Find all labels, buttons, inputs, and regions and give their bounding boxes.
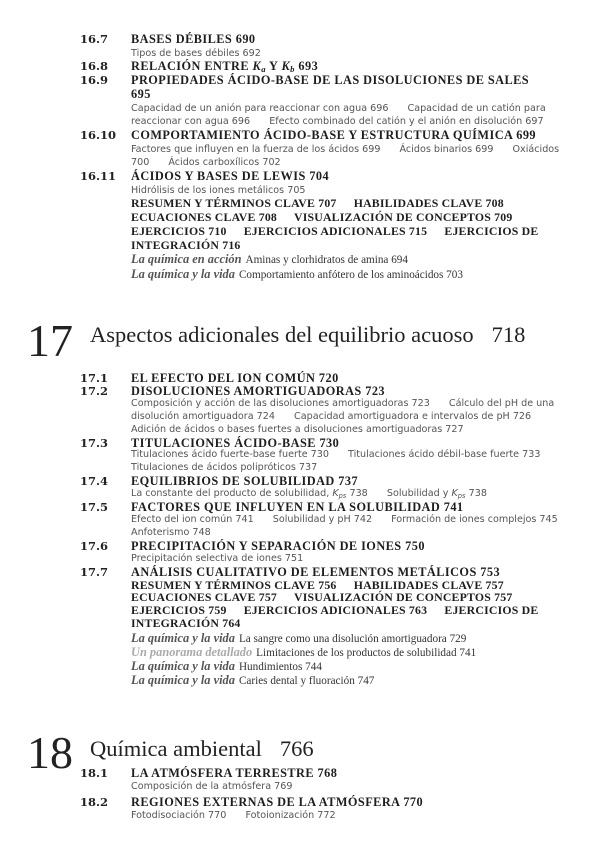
text-run: Precipitación selectiva de iones 751 [131,552,304,564]
feature-label: La química y la vida [131,658,235,673]
variable-symbol: K [451,488,458,500]
text-run: Capacidad amortiguadora e intervalos de pH 726 [294,410,532,422]
subtopic-item[interactable] [387,488,487,499]
toc-section[interactable] [0,540,600,566]
chapter-title: Química ambiental [90,736,262,761]
variable-symbol: K [332,488,339,500]
text-run: Anfoterismo 748 [131,526,211,538]
section-title[interactable] [131,795,551,809]
toc-section[interactable] [0,566,600,579]
end-matter-item[interactable]: RESUMEN Y TÉRMINOS CLAVE 707 [131,196,337,211]
subtopic-item[interactable] [245,810,335,821]
text-run: Capacidad de un catión para reaccionar con agua 696 [131,102,546,128]
subtopic-item[interactable] [131,449,329,460]
text-run: Solubilidad y [386,488,452,500]
feature-box-entry[interactable] [131,268,600,283]
toc-section[interactable] [0,385,600,437]
text-run: Ácidos carboxílicos 702 [168,157,281,169]
text-run: Titulaciones ácido fuerte-base fuerte 730 [131,449,329,461]
subtopic-item[interactable] [400,144,494,155]
subtopic-item[interactable] [273,514,372,525]
text-run: 738 [346,488,368,500]
section-number: 17.4 [80,474,109,489]
text-run: Composición de la atmósfera 769 [131,781,293,793]
feature-label: La química y la vida [131,266,235,281]
toc-section[interactable] [0,129,600,170]
subtopic-item[interactable] [131,103,388,114]
end-matter-item[interactable]: EJERCICIOS ADICIONALES 715 [243,223,428,238]
text-run: PRECIPITACIÓN Y SEPARACIÓN DE IONES 750 [131,538,425,553]
text-run: Titulaciones de ácidos polipróticos 737 [131,462,318,474]
section-number: 17.1 [80,371,109,385]
chapter-page: 766 [279,736,314,761]
feature-title: La sangre como una disolución amortiguadora 729 [238,633,467,646]
feature-box-entry[interactable] [131,660,600,674]
text-run: BASES DÉBILES 690 [131,32,256,46]
chapter-number: 18 [27,727,73,778]
subtopic-item[interactable] [131,553,303,564]
section-number: 17.6 [80,538,109,553]
text-run: Oxiácidos 700 [131,143,560,169]
text-run: Ácidos binarios 699 [399,143,494,155]
text-run: LA ATMÓSFERA TERRESTRE 768 [131,766,338,780]
chapter-number: 17 [27,315,73,366]
text-run: ÁCIDOS Y BASES DE LEWIS 704 [131,169,330,184]
toc-section[interactable] [0,60,600,74]
subtopics [131,780,581,794]
toc-section[interactable] [0,766,600,795]
section-number: 16.11 [80,169,117,184]
section-title[interactable] [131,33,551,47]
section-number: 16.9 [80,73,109,88]
variable-subscript: a [261,64,266,75]
text-run: Adición de ácidos o bases fuertes a disoluciones amortiguadoras 727 [131,423,464,435]
section-title[interactable] [131,385,551,398]
subtopics [131,143,581,170]
subtopics [131,47,581,61]
math-variable [332,488,346,499]
section-title[interactable] [131,437,551,450]
text-run: REGIONES EXTERNAS DE LA ATMÓSFERA 770 [131,794,424,809]
variable-subscript: ps [338,492,347,501]
section-title[interactable] [131,60,551,74]
text-run: Fotodisociación 770 [131,809,227,821]
chapter-17-boxes [131,632,600,688]
section-number: 17.3 [80,435,109,450]
end-matter-item[interactable]: ECUACIONES CLAVE 708 [131,210,278,225]
feature-box-entry[interactable] [131,632,600,646]
section-number: 18.1 [80,766,109,780]
end-matter-item[interactable]: EJERCICIOS DE INTEGRACIÓN 764 [131,603,539,631]
end-matter-item[interactable]: RESUMEN Y TÉRMINOS CLAVE 756 [131,577,337,592]
subtopic-item[interactable] [131,462,317,473]
text-run: 693 [294,59,319,74]
subtopic-item[interactable] [131,144,380,155]
variable-subscript: ps [457,492,466,501]
text-run: Efecto combinado del catión y el anión en disolución 697 [269,116,544,128]
subtopic-item[interactable] [294,411,531,422]
end-matter-item[interactable]: VISUALIZACIÓN DE CONCEPTOS 757 [293,590,513,605]
subtopic-item[interactable] [131,810,226,821]
end-matter-item[interactable]: ECUACIONES CLAVE 757 [131,590,278,605]
subtopic-item[interactable] [131,48,261,59]
section-title[interactable] [131,540,551,553]
subtopic-item[interactable] [269,116,543,127]
section-title[interactable] [131,501,551,514]
math-variable [281,59,294,73]
subtopic-item[interactable] [131,527,211,538]
text-run: 738 [465,488,487,500]
feature-title: Hundimientos 744 [238,660,322,673]
chapter-16-end-matter [131,197,581,252]
feature-title: Aminas y clorhidratos de amina 694 [245,254,408,267]
toc-section[interactable] [0,795,600,824]
chapter-16-boxes [131,253,600,282]
text-run: Fotoionización 772 [245,809,336,821]
chapter-18-sections [0,766,600,823]
end-matter-item[interactable]: VISUALIZACIÓN DE CONCEPTOS 709 [293,210,513,225]
subtopic-item[interactable] [131,514,254,525]
text-run: Efecto del ion común 741 [131,513,254,525]
text-run: ANÁLISIS CUALITATIVO DE ELEMENTOS METÁLICOS 753 [131,564,501,579]
text-run: Tipos de bases débiles 692 [131,47,261,59]
feature-title: Limitaciones de los productos de solubilidad 741 [256,647,477,660]
text-run: EL EFECTO DEL ION COMÚN 720 [131,371,339,385]
text-run: TITULACIONES ÁCIDO-BASE 730 [131,435,340,450]
subtopic-item[interactable] [391,514,558,525]
section-number: 17.7 [80,564,109,579]
subtopic-item[interactable] [131,488,368,499]
subtopic-item[interactable] [131,424,464,435]
feature-title: Comportamiento anfótero de los aminoácidos 703 [238,268,463,281]
text-run: COMPORTAMIENTO ÁCIDO-BASE Y ESTRUCTURA QUÍMICA 699 [131,127,537,142]
text-run: Formación de iones complejos 745 [391,513,558,525]
text-run: FACTORES QUE INFLUYEN EN LA SOLUBILIDAD 741 [131,500,464,515]
subtopics [131,184,581,198]
text-run: PROPIEDADES ÁCIDO-BASE DE LAS DISOLUCIONES DE SALES 695 [131,73,530,101]
subtopics [131,449,581,475]
toc-section[interactable] [0,501,600,540]
toc-section[interactable] [0,33,600,60]
text-run: Y [265,59,282,74]
section-title[interactable] [131,766,551,780]
text-run: Titulaciones ácido débil-base fuerte 733 [348,449,541,461]
section-title[interactable] [131,129,551,143]
end-matter-item[interactable]: EJERCICIOS ADICIONALES 763 [243,603,428,618]
text-run: RELACIÓN ENTRE [131,59,253,74]
subtopic-item[interactable] [131,398,430,409]
section-number: 18.2 [80,794,109,809]
text-run: DISOLUCIONES AMORTIGUADORAS 723 [131,383,386,398]
end-matter-item[interactable]: EJERCICIOS 759 [131,603,227,618]
toc-section[interactable] [0,437,600,476]
subtopics [131,514,581,540]
subtopics [131,398,581,437]
subtopic-item[interactable] [348,449,540,460]
subtopic-item[interactable] [131,781,292,792]
feature-box-entry[interactable] [131,674,600,688]
section-number: 16.7 [80,32,109,46]
section-title[interactable] [131,170,551,184]
subtopic-item[interactable] [131,185,306,196]
toc-section[interactable] [0,475,600,501]
chapter-17-sections [0,372,600,688]
chapter-16-sections [0,33,600,283]
feature-box-entry[interactable] [131,646,600,660]
section-title[interactable] [131,74,551,101]
section-number: 16.8 [80,59,109,74]
end-matter-item[interactable]: EJERCICIOS DE INTEGRACIÓN 716 [131,223,539,252]
section-number: 16.10 [80,127,117,142]
feature-title: Caries dental y fluoración 747 [238,674,375,687]
text-run: Solubilidad y pH 742 [272,513,373,525]
text-run: Composición y acción de las disoluciones amortiguadoras 723 [131,397,430,409]
math-variable [452,488,466,499]
end-matter-item[interactable]: EJERCICIOS 710 [131,223,227,238]
text-run: Capacidad de un anión para reaccionar con agua 696 [131,102,389,114]
text-run: La constante del producto de solubilidad, [131,488,333,500]
feature-label: La química en acción [131,252,242,267]
end-matter-item[interactable]: HABILIDADES CLAVE 757 [353,577,504,592]
end-matter-item[interactable]: HABILIDADES CLAVE 708 [353,196,504,211]
text-run: Factores que influyen en la fuerza de los ácidos 699 [131,143,381,155]
feature-box-entry[interactable] [131,253,600,268]
variable-subscript: b [290,64,295,75]
text-run: EQUILIBRIOS DE SOLUBILIDAD 737 [131,474,359,489]
chapter-title: Aspectos adicionales del equilibrio acuoso [90,322,474,347]
chapter-17-end-matter [131,579,581,631]
feature-label: La química y la vida [131,631,235,646]
text-run: Hidrólisis de los iones metálicos 705 [131,184,306,196]
subtopics [131,809,581,823]
subtopic-item[interactable] [168,157,280,168]
section-number: 17.2 [80,383,109,398]
feature-label: La química y la vida [131,672,235,687]
variable-symbol: K [281,59,291,74]
section-title[interactable] [131,475,551,488]
feature-label: Un panorama detallado [131,645,253,660]
toc-section[interactable] [0,170,600,197]
chapter-page: 718 [491,322,526,347]
section-number: 17.5 [80,500,109,515]
math-variable [253,59,266,73]
toc-section[interactable] [0,74,600,129]
subtopics [131,102,581,129]
variable-symbol: K [252,59,262,74]
section-title[interactable] [131,566,551,579]
text-run: Cálculo del pH de una disolución amortiguadora 724 [131,397,555,422]
